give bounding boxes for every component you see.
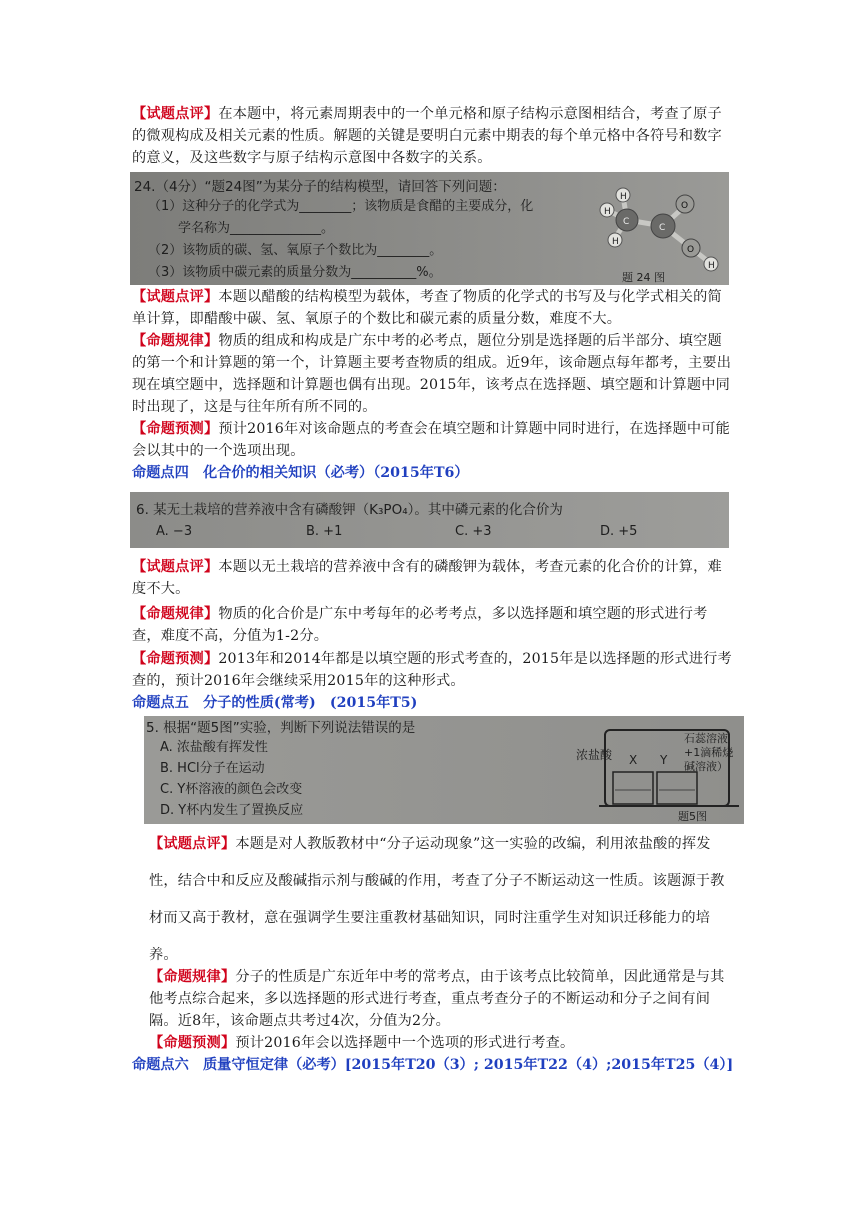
paragraph-text: 分子的性质是广东近年中考的常考点，由于该考点比较简单，因此通常是与其他考点综合起来，多以选择题的形式进行考查，重点考查分子的不断运动和分子之间有间隔。近8年，该命题点共考过4次，分值为2分。 (149, 969, 725, 1029)
prediction-paragraph-2 (132, 648, 732, 692)
comment-paragraph-1 (132, 103, 732, 169)
section-tag: 【命题预测】 (132, 421, 219, 437)
comment-paragraph-3 (132, 556, 732, 600)
rule-paragraph-1 (132, 330, 732, 418)
figure-caption: 题 24 图 (622, 271, 665, 284)
question-line-1: （1）这种分子的化学式为________；该物质是食醋的主要成分，化 (148, 199, 534, 214)
section-tag: 【试题点评】 (132, 559, 219, 575)
figure-caption: 题5图 (678, 810, 707, 823)
paragraph-text: 本题以醋酸的结构模型为载体，考查了物质的化学式的书写及与化学式相关的简单计算，即醋酸中碳、氢、氧原子的个数比和碳元素的质量分数，难度不大。 (132, 289, 722, 327)
option-c: C. Y杯溶液的颜色会改变 (160, 782, 303, 797)
option-a: A. 浓盐酸有挥发性 (160, 740, 268, 755)
question-stem: 24.（4分）“题24图”为某分子的结构模型，请回答下列问题： (134, 179, 506, 195)
paragraph-text: 物质的化合价是广东中考每年的必考考点，多以选择题和填空题的形式进行考查，难度不高，分值为1-2分。 (132, 606, 708, 644)
section-tag: 【命题预测】 (132, 651, 219, 667)
paragraph-text: 在本题中，将元素周期表中的一个单元格和原子结构示意图相结合，考查了原子的微观构成及相关元素的性质。解题的关键是要明白元素中期表的每个单元格中各符号和数字的意义，及这些数字与原子结构示意图中各数字的关系。 (132, 106, 722, 166)
label-x: X (629, 753, 638, 767)
comment-paragraph-2 (132, 286, 732, 330)
atom-label: H (612, 237, 619, 247)
question-6-image (130, 492, 729, 548)
question-line-4: （3）该物质中碳元素的质量分数为__________%。 (148, 265, 442, 280)
question-stem: 5. 根据“题5图”实验，判断下列说法错误的是 (146, 720, 416, 736)
label-y: Y (660, 753, 668, 767)
question-stem: 6. 某无土栽培的营养液中含有磷酸钾（K₃PO₄）。其中磷元素的化合价为 (136, 502, 563, 518)
section-tag: 【试题点评】 (132, 289, 219, 305)
atom-label: H (620, 192, 627, 202)
section-tag: 【命题规律】 (132, 333, 219, 349)
atom-label: O (681, 201, 689, 211)
section-tag: 【试题点评】 (132, 106, 219, 122)
prediction-paragraph-1 (132, 418, 732, 462)
beaker-x (613, 772, 653, 804)
label-litmus-3: 碱溶液） (684, 760, 728, 773)
section-heading-6: 命题点六 质量守恒定律（必考）[2015年T20（3）; 2015年T22（4）;2015年T25（4）] (132, 1057, 734, 1073)
paragraph-text: 物质的组成和构成是广东中考的必考点，题位分别是选择题的后半部分、填空题的第一个和计算题的第一个，计算题主要考查物质的组成。近9年，该命题点每年都考，主要出现在填空题中，选择题和计算题也偶有出现。2015年，该考点在选择题、填空题和计算题中同时出现了，这是与往年所有所不同的。 (132, 333, 732, 415)
label-litmus-1: 石蕊溶液 (684, 732, 728, 745)
paragraph-text: 本题以无土栽培的营养液中含有的磷酸钾为载体，考查元素的化合价的计算，难度不大。 (132, 559, 722, 597)
option-c: C. +3 (455, 524, 492, 539)
rule-paragraph-3 (149, 966, 732, 1032)
section-heading-5: 命题点五 分子的性质(常考) (2015年T5) (132, 695, 418, 711)
question-5-image (144, 716, 744, 824)
atom-label: O (687, 245, 695, 255)
section-tag: 【命题规律】 (132, 606, 219, 622)
paragraph-text: 预计2016年对该命题点的考查会在填空题和计算题中同时进行，在选择题中可能会以其中的一个选项出现。 (132, 421, 731, 459)
atom-label: C (659, 223, 666, 233)
option-b: B. HCl分子在运动 (160, 761, 265, 776)
question-line-3: （2）该物质的碳、氢、氧原子个数比为________。 (148, 243, 443, 258)
section-tag: 【命题预测】 (149, 1035, 236, 1051)
option-a: A. −3 (156, 524, 193, 539)
option-d: D. Y杯内发生了置换反应 (160, 803, 304, 818)
paragraph-text: 预计2016年会以选择题中一个选项的形式进行考查。 (235, 1035, 575, 1051)
atom-label: C (623, 217, 630, 227)
question-line-2: 学名称为______________。 (178, 221, 335, 236)
atom-label: H (604, 207, 611, 217)
section-heading-4: 命题点四 化合价的相关知识（必考）（2015年T6） (132, 465, 469, 481)
paragraph-text: 2013年和2014年都是以填空题的形式考查的，2015年是以选择题的形式进行考查的，预计2016年会继续采用2015年的这种形式。 (132, 651, 732, 689)
paragraph-text: 本题是对人教版教材中“分子运动现象”这一实验的改编，利用浓盐酸的挥发性，结合中和反应及酸碱指示剂与酸碱的作用，考查了分子不断运动这一性质。该题源于教材而又高于教材，意在强调学生要注重教材基础知识，同时注重学生对知识迁移能力的培养。 (149, 836, 725, 963)
beaker-y (657, 772, 697, 804)
comment-paragraph-4 (149, 826, 732, 974)
section-tag: 【试题点评】 (149, 836, 236, 852)
rule-paragraph-2 (132, 603, 732, 647)
question-24-image (130, 172, 729, 285)
option-d: D. +5 (600, 524, 638, 539)
section-tag: 【命题规律】 (149, 969, 236, 985)
atom-label: H (708, 261, 715, 271)
molecule-model-figure (585, 182, 725, 282)
label-litmus-2: +1滴稀烧 (684, 746, 734, 759)
label-concentrated-hcl: 浓盐酸 (576, 748, 613, 762)
prediction-paragraph-3 (149, 1032, 732, 1054)
option-b: B. +1 (306, 524, 343, 539)
